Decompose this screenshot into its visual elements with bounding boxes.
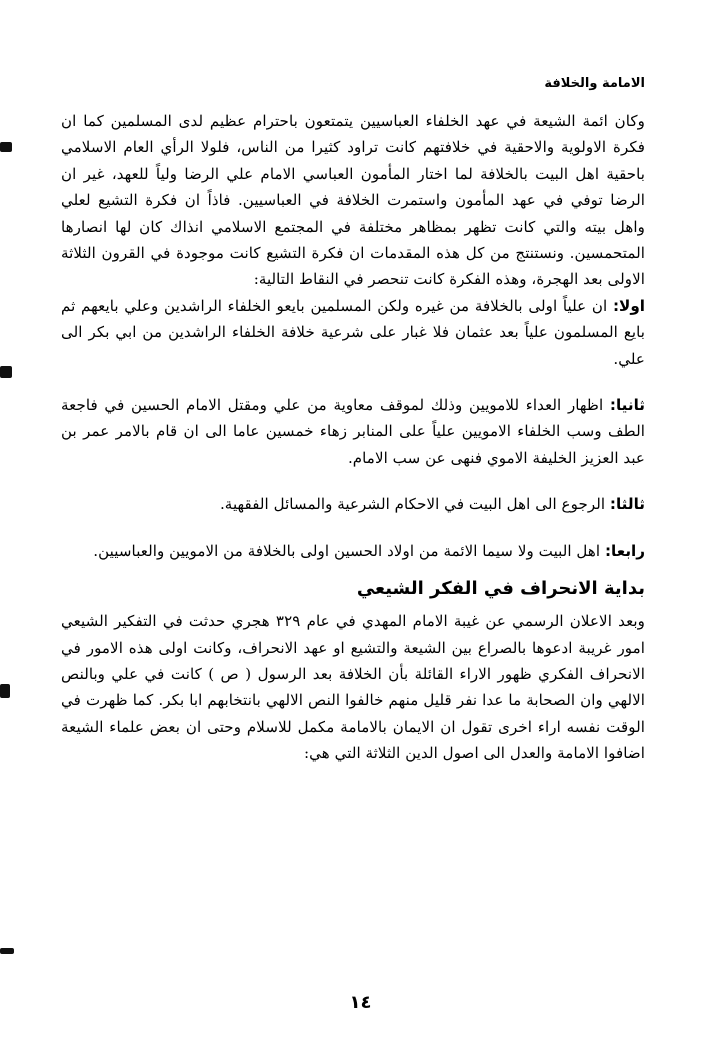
spacer <box>61 518 645 538</box>
point-1-label: اولا: <box>612 296 645 315</box>
point-3 <box>61 491 645 517</box>
section-title: بداية الانحراف في الفكر الشيعي <box>356 578 645 600</box>
point-4-label: رابعا: <box>604 541 645 560</box>
binding-hole-mark <box>0 948 14 954</box>
spacer <box>61 471 645 491</box>
binding-hole-mark <box>0 684 10 698</box>
body-text <box>61 108 645 767</box>
point-1-text: ان علياً اولى بالخلافة من غيره ولكن المسلمين بايعو الخلفاء الراشدين وعلي بايعهم ثم بايع المسلمون علياً بعد عثمان فلا غبار على شرعية خلافة الخلفاء الراشدين من ابي بكر الى علي. <box>61 296 645 368</box>
point-2-label: ثانيا: <box>609 396 645 415</box>
page-number: ١٤ <box>349 992 372 1013</box>
section-paragraph: وبعد الاعلان الرسمي عن غيبة الامام المهدي في عام ٣٢٩ هجري حدثت في التفكير الشيعي امور غريبة ادعوها بالصراع بين الشيعة والتشيع او عهد الانحراف، وكانت اولى هذه الامور في الانحراف الفكري ظهور الاراء القائلة بأن الخلافة بعد الرسول ( ص ) كانت في علي وبالنص الالهي وان الصحابة ما عدا نفر قليل منهم خالفوا النص الالهي بانتخابهم ابا بكر. كما ظهرت في الوقت نفسه اراء اخرى تقول ان الايمان بالامامة مكمل للاسلام وحتى ان بعض علماء الشيعة اضافوا الامامة والعدل الى اصول الدين الثلاثة التي هي: <box>61 612 645 763</box>
intro-paragraph: وكان ائمة الشيعة في عهد الخلفاء العباسيين يتمتعون باحترام عظيم لدى المسلمين كما ان فكرة الاولوية والاحقية في خلافتهم كانت تراود كثيرا من الناس، فلولا الرأي العام الاسلامي باحقية اهل البيت بالخلافة لما اختار المأمون العباسي الامام علي الرضا ولياً للعهد، غير ان الرضا توفي في عهد المأمون واستمرت الخلافة في العباسيين. فاذاً ان فكرة التشيع لعلي واهل بيته والتي كانت تظهر بمظاهر مختلفة في المجتمع الاسلامي انذاك كان لها انصارها المتحمسين. ونستنتج من كل هذه المقدمات ان فكرة التشيع كانت موجودة في القرون الثلاثة الاولى بعد الهجرة، وهذه الفكرة كانت تنحصر في النقاط التالية: <box>61 112 645 289</box>
point-1 <box>61 293 645 372</box>
point-2 <box>61 392 645 471</box>
point-3-label: ثالثا: <box>609 495 645 514</box>
binding-hole-mark <box>0 366 12 378</box>
running-head: الامامة والخلافة <box>544 76 645 91</box>
point-4 <box>61 538 645 564</box>
point-4-text: اهل البيت ولا سيما الائمة من اولاد الحسين اولى بالخلافة من الامويين والعباسيين. <box>93 541 605 560</box>
spacer <box>61 372 645 392</box>
binding-hole-mark <box>0 142 12 152</box>
point-2-text: اظهار العداء للامويين وذلك لموقف معاوية من علي ومقتل الامام الحسين في فاجعة الطف وسب الخلفاء الامويين علياً على المنابر زهاء خمسين عاما الى ان قام بالامر عمر بن عبد العزيز الخليفة الاموي فنهى عن سب الامام. <box>61 396 645 467</box>
point-3-text: الرجوع الى اهل البيت في الاحكام الشرعية والمسائل الفقهية. <box>219 495 610 514</box>
